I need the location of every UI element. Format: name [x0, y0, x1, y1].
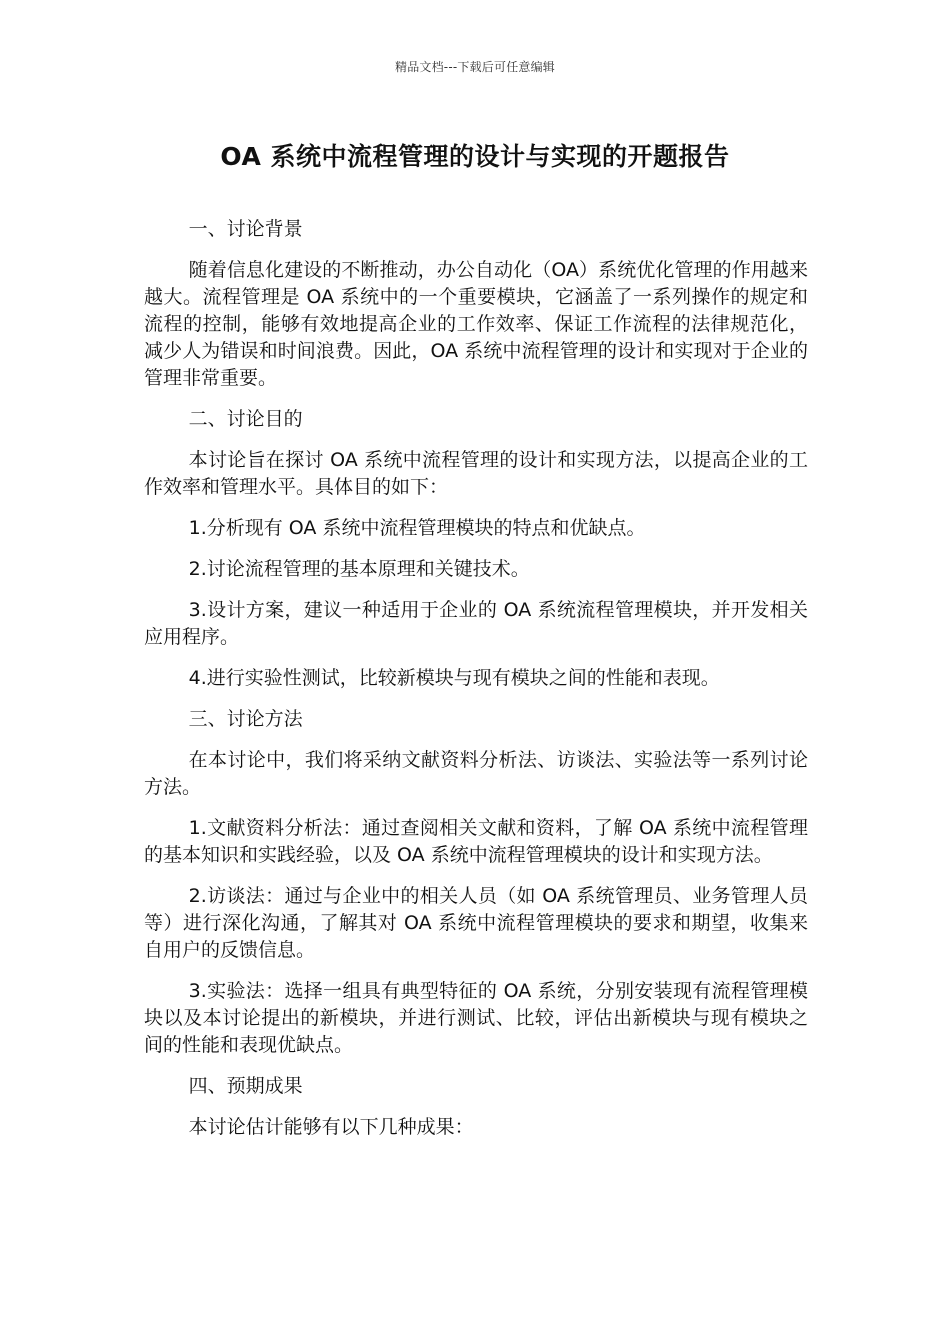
section-heading-methods: 三、讨论方法 — [188, 708, 303, 730]
method-item-1: 1.文献资料分析法：通过查阅相关文献和资料，了解 OA 系统中流程管理的基本知识和实践经验，以及 OA 系统中流程管理模块的设计和实现方法。 — [144, 817, 808, 866]
section-heading-outcomes: 四、预期成果 — [188, 1075, 303, 1097]
paragraph-outcomes-intro: 本讨论估计能够有以下几种成果： — [188, 1116, 474, 1138]
section-heading-background: 一、讨论背景 — [188, 218, 303, 240]
page-header: 精品文档---下载后可任意编辑 — [395, 60, 555, 74]
document-title: OA 系统中流程管理的设计与实现的开题报告 — [220, 142, 730, 171]
method-item-2: 2.访谈法：通过与企业中的相关人员（如 OA 系统管理员、业务管理人员等）进行深化沟通，了解其对 OA 系统中流程管理模块的要求和期望，收集来自用户的反馈信息。 — [144, 885, 808, 961]
paragraph-purpose-intro: 本讨论旨在探讨 OA 系统中流程管理的设计和实现方法，以提高企业的工作效率和管理水平。具体目的如下： — [144, 449, 808, 498]
paragraph-background: 随着信息化建设的不断推动，办公自动化（OA）系统优化管理的作用越来越大。流程管理是 OA 系统中的一个重要模块，它涵盖了一系列操作的规定和流程的控制，能够有效地提高企业的工作效率、保证工作流程的法律规范化，减少人为错误和时间浪费。因此，OA 系统中流程管理的设计和实现对于企业的管理非常重要。 — [144, 259, 808, 389]
paragraph-methods-intro: 在本讨论中，我们将采纳文献资料分析法、访谈法、实验法等一系列讨论方法。 — [144, 749, 808, 798]
purpose-item-3: 3.设计方案，建议一种适用于企业的 OA 系统流程管理模块，并开发相关应用程序。 — [144, 599, 808, 648]
purpose-item-2: 2.讨论流程管理的基本原理和关键技术。 — [188, 558, 530, 580]
purpose-item-4: 4.进行实验性测试，比较新模块与现有模块之间的性能和表现。 — [188, 667, 720, 689]
document-body — [144, 216, 808, 1155]
method-item-3: 3.实验法：选择一组具有典型特征的 OA 系统，分别安装现有流程管理模块以及本讨论提出的新模块，并进行测试、比较，评估出新模块与现有模块之间的性能和表现优缺点。 — [144, 980, 808, 1056]
purpose-item-1: 1.分析现有 OA 系统中流程管理模块的特点和优缺点。 — [188, 517, 646, 539]
section-heading-purpose: 二、讨论目的 — [188, 408, 303, 430]
